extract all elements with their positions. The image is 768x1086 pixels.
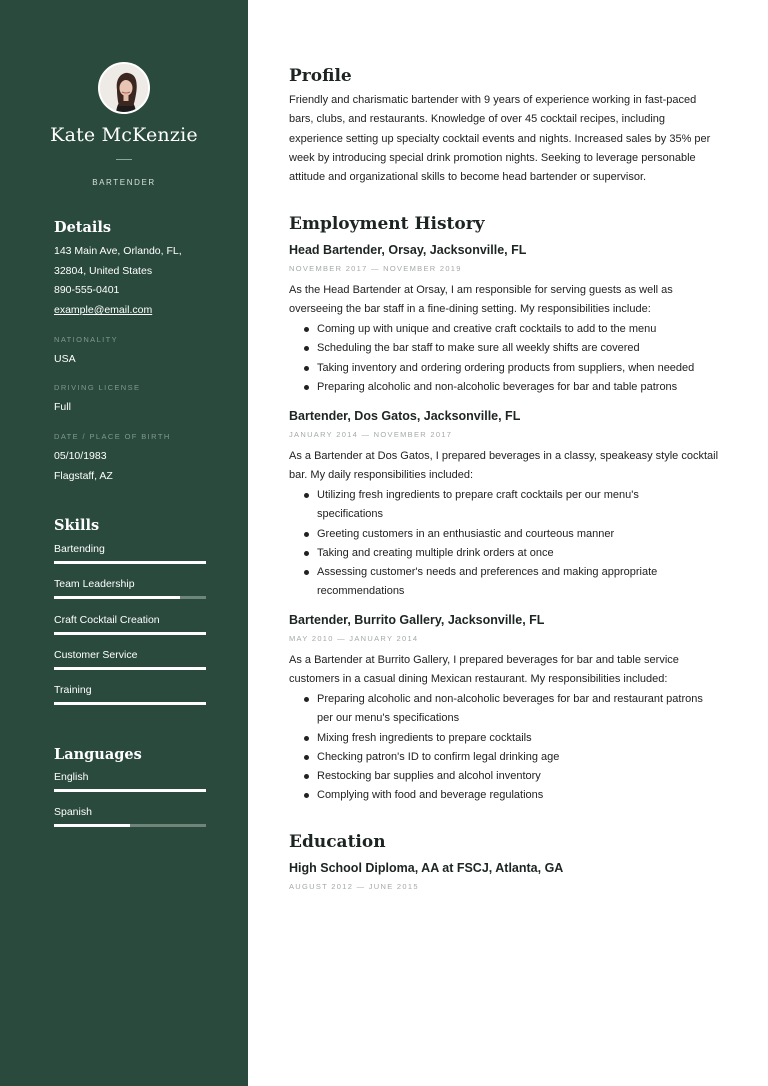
phone-number: 890-555-0401 [54,284,120,296]
education-dates: AUGUST 2012 — JUNE 2015 [289,882,419,891]
job-description [289,447,729,486]
birth-date: 05/10/1983 [54,450,107,462]
job-bullet-item [317,359,727,378]
job-bullet-item [317,729,727,748]
skill-level-fill [54,632,206,635]
job-title: Bartender, Burrito Gallery, Jacksonville, FL [289,613,545,627]
language-name: Spanish [54,806,92,818]
birth-place: Flagstaff, AZ [54,470,113,482]
skills-heading: Skills [54,517,100,534]
job-dates: MAY 2010 — JANUARY 2014 [289,634,419,643]
skill-name: Craft Cocktail Creation [54,613,160,626]
skill-level-fill [54,702,206,705]
candidate-name: Kate McKenzie [50,124,198,146]
job-bullets [317,320,727,397]
job-description-line: As a Bartender at Dos Gatos, I prepared beverages in a classy, speakeasy style cocktail [289,450,719,462]
language-level-fill [54,789,206,792]
profile-summary [289,91,729,187]
driving-license-label: DRIVING LICENSE [54,383,141,392]
job-bullet-line: Taking inventory and ordering ordering products from suppliers, when needed [317,361,695,374]
skill-level-bar [54,632,206,635]
candidate-job-title: BARTENDER [92,178,156,187]
job-bullet-item [317,767,727,786]
languages-heading: Languages [54,746,142,763]
job-bullet-item [317,525,727,544]
job-bullet-line: Complying with food and beverage regulations [317,789,544,802]
job-description-line: overseeing the bar staff in a fine-dining setting. My responsibilities include: [289,303,651,316]
education-title: High School Diploma, AA at FSCJ, Atlanta, GA [289,861,564,875]
job-bullet-item [317,339,727,358]
job-bullet-item [317,486,727,525]
job-bullet-item [317,563,727,602]
profile-heading: Profile [289,66,352,86]
name-divider [116,159,132,160]
job-description-line: As a Bartender at Burrito Gallery, I prepared beverages for bar and table service [289,654,679,666]
language-name: English [54,771,89,783]
skill-name: Bartending [54,543,105,555]
job-bullets [317,690,727,806]
job-bullets [317,486,727,602]
profile-line: experience setting up specialty cocktail events and nights. Increased sales by 35% per [289,132,711,145]
details-heading: Details [54,219,112,236]
job-dates: JANUARY 2014 — NOVEMBER 2017 [289,430,453,439]
job-bullet-item [317,320,727,339]
education-heading: Education [289,832,386,852]
job-bullet-line: Preparing alcoholic and non-alcoholic beverages for bar and restaurant patrons [317,693,703,705]
job-description [289,651,729,690]
job-title: Head Bartender, Orsay, Jacksonville, FL [289,243,527,257]
skill-level-fill [54,561,206,564]
job-bullet-line: Assessing customer's needs and preferences and making appropriate [317,566,658,579]
job-bullet-line: Checking patron's ID to confirm legal drinking age [317,750,560,763]
job-title: Bartender, Dos Gatos, Jacksonville, FL [289,409,521,423]
job-bullet-item [317,544,727,563]
nationality-label: NATIONALITY [54,335,119,344]
skill-level-bar [54,596,206,599]
profile-line: bars, clubs, and restaurants. Knowledge of over 45 cocktail recipes, including [289,113,666,126]
profile-line: week by introducing special drink promotion nights. Seeking to leverage personable [289,151,696,164]
language-level-bar [54,824,206,827]
skill-level-bar [54,702,206,705]
job-bullet-line: Coming up with unique and creative craft cocktails to add to the menu [317,323,657,335]
profile-photo [98,62,150,114]
job-bullet-item [317,690,727,729]
profile-line: Friendly and charismatic bartender with 9 years of experience working in fast-paced [289,94,697,106]
skill-level-bar [54,667,206,670]
address-line-1: 143 Main Ave, Orlando, FL, [54,245,182,257]
job-bullet-line: per our menu's specifications [317,712,460,725]
skill-name: Customer Service [54,648,138,661]
job-bullet-line: recommendations [317,585,405,598]
profile-line: attitude and organizational skills to become head bartender or supervisor. [289,171,647,184]
job-bullet-line: Greeting customers in an enthusiastic and courteous manner [317,527,615,540]
sidebar [0,0,248,1086]
language-level-bar [54,789,206,792]
job-bullet-line: Taking and creating multiple drink orders at once [317,546,554,559]
language-level-fill [54,824,130,827]
skill-level-bar [54,561,206,564]
job-bullet-line: Restocking bar supplies and alcohol inventory [317,770,541,783]
profile-photo-illustration [100,64,150,114]
job-description-line: customers in a casual dining Mexican restaurant. My responsibilities included: [289,673,668,686]
job-bullet-item [317,378,727,397]
job-bullet-line: specifications [317,508,384,521]
nationality-value: USA [54,353,76,365]
job-bullet-line: Scheduling the bar staff to make sure all weekly shifts are covered [317,342,640,355]
driving-license-value: Full [54,401,71,413]
email-link[interactable]: example@email.com [54,304,153,316]
job-description-line: As the Head Bartender at Orsay, I am responsible for serving guests as well as [289,284,673,296]
skill-level-fill [54,596,180,599]
job-bullet-line: Preparing alcoholic and non-alcoholic beverages for bar and table patrons [317,380,678,393]
skill-name: Training [54,684,92,697]
job-description [289,281,729,320]
job-bullet-item [317,786,727,805]
job-bullet-item [317,748,727,767]
skill-name: Team Leadership [54,578,135,591]
skill-level-fill [54,667,206,670]
job-bullet-line: Utilizing fresh ingredients to prepare craft cocktails per our menu's [317,489,639,501]
job-description-line: bar. My daily responsibilities included: [289,469,474,482]
job-dates: NOVEMBER 2017 — NOVEMBER 2019 [289,264,462,273]
employment-heading: Employment History [289,214,485,234]
job-bullet-line: Mixing fresh ingredients to prepare cocktails [317,731,532,744]
address-line-2: 32804, United States [54,265,153,277]
birth-label: DATE / PLACE OF BIRTH [54,432,171,441]
